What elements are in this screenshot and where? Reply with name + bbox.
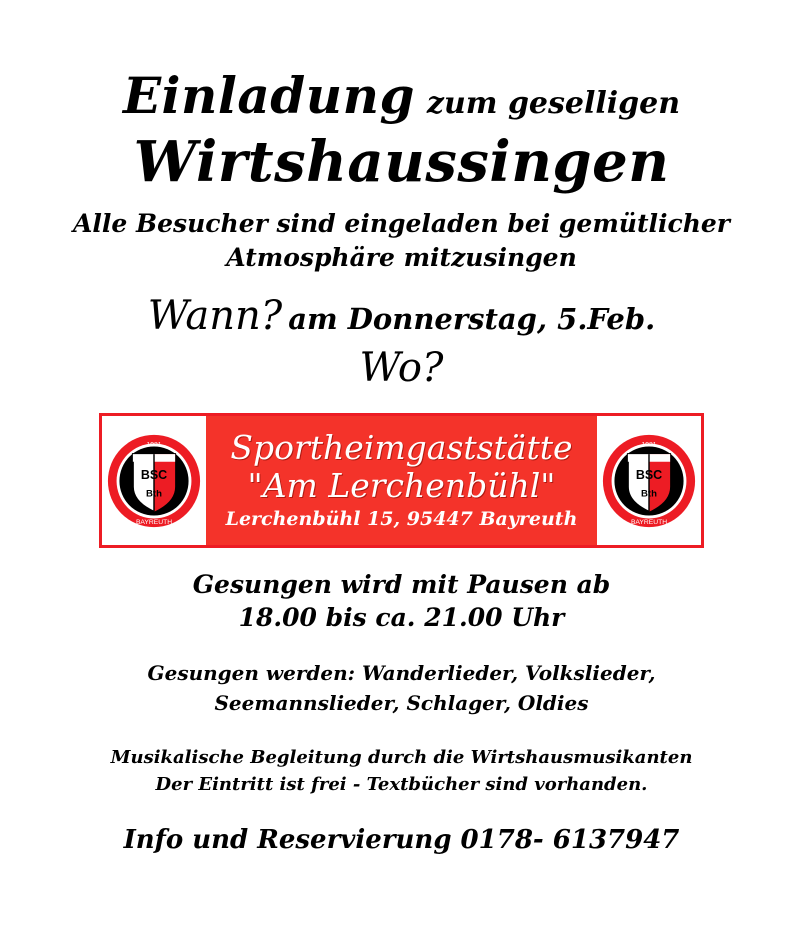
contact-line: Info und Reservierung 0178- 6137947	[123, 825, 680, 855]
venue-address: Lerchenbühl 15, 95447 Bayreuth	[225, 507, 578, 530]
invitation-word: Einladung	[122, 66, 415, 125]
headline-row-2	[0, 129, 803, 195]
when-value: am Donnerstag, 5.Feb.	[288, 302, 656, 336]
subtitle-line-1: Alle Besucher sind eingeladen bei gemütlicher	[73, 209, 730, 238]
venue-title-line-1: Sportheimgaststätte	[230, 427, 573, 467]
singing-times-line-2: 18.00 bis ca. 21.00 Uhr	[238, 603, 565, 632]
event-word: Wirtshaussingen	[133, 129, 670, 195]
where-row	[0, 345, 803, 391]
music-line-2: Der Eintritt ist frei - Textbücher sind vorhanden.	[155, 774, 648, 795]
music-block	[0, 744, 803, 798]
singing-times-block	[0, 568, 803, 634]
where-label: Wo?	[359, 345, 444, 391]
venue-name-block	[206, 416, 597, 545]
svg-text:Bth: Bth	[146, 487, 162, 499]
subtitle-block	[0, 207, 803, 275]
svg-text:1921: 1921	[641, 440, 657, 448]
when-row	[0, 293, 803, 339]
poster-page	[0, 66, 803, 932]
repertoire-line-2: Seemannslieder, Schlager, Oldies	[214, 691, 589, 715]
svg-text:Bth: Bth	[641, 487, 657, 499]
contact-block	[0, 824, 803, 856]
repertoire-block	[0, 658, 803, 718]
subtitle-line-2: Atmosphäre mitzusingen	[226, 243, 577, 272]
svg-text:1921: 1921	[146, 440, 162, 448]
venue-banner	[99, 413, 704, 548]
invitation-suffix: zum geselligen	[426, 86, 681, 121]
club-logo-right	[597, 416, 701, 545]
bsc-bayreuth-crest-icon	[601, 433, 697, 529]
venue-title-line-2: "Am Lerchenbühl"	[247, 465, 556, 505]
svg-text:BSC: BSC	[140, 467, 168, 482]
svg-text:BAYREUTH: BAYREUTH	[630, 518, 668, 526]
repertoire-line-1: Gesungen werden: Wanderlieder, Volkslieder,	[147, 661, 656, 685]
when-label: Wann?	[147, 293, 283, 339]
music-line-1: Musikalische Begleitung durch die Wirtshausmusikanten	[110, 747, 693, 768]
club-logo-left	[102, 416, 206, 545]
singing-times-line-1: Gesungen wird mit Pausen ab	[192, 570, 611, 599]
headline-row-1	[0, 66, 803, 125]
bsc-bayreuth-crest-icon	[106, 433, 202, 529]
svg-text:BAYREUTH: BAYREUTH	[135, 518, 173, 526]
svg-text:BSC: BSC	[635, 467, 663, 482]
